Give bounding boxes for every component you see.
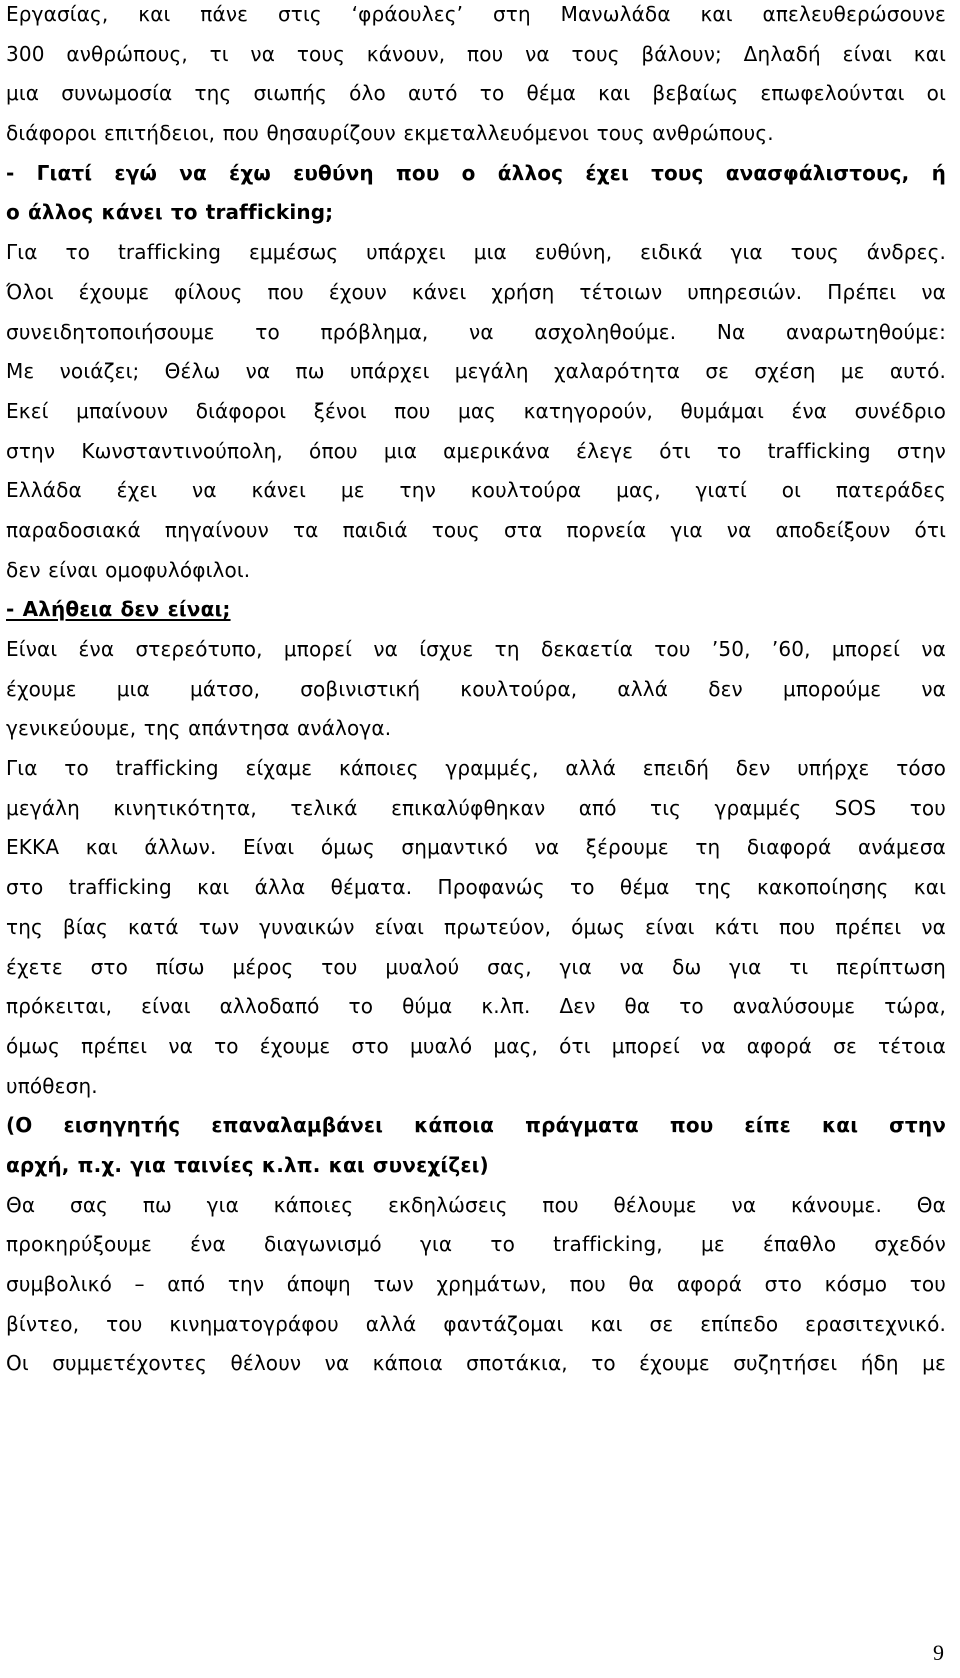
text-line: δεν είναι ομοφυλόφιλοι. [6, 557, 251, 582]
text-line: Για το trafficking είχαμε κάποιες γραμμές, αλλά επειδή δεν υπήρχε τόσο [6, 756, 946, 781]
text-line: συνειδητοποιήσουμε το πρόβλημα, να ασχοληθούμε. Να αναρωτηθούμε: [6, 319, 946, 344]
text-line: Με νοιάζει; Θέλω να πω υπάρχει μεγάλη χαλαρότητα σε σχέση με αυτό. [6, 359, 946, 384]
text-line: συμβολικό – από την άποψη των χρημάτων, που θα αφορά στο κόσμο του [6, 1272, 946, 1296]
text-line: μια συνωμοσία της σιωπής όλο αυτό το θέμα και βεβαίως επωφελούνται οι [6, 81, 946, 106]
text-line: στην Κωνσταντινούπολη, όπου μια αμερικάνα έλεγε ότι το trafficking στην [6, 438, 946, 463]
text-line: της βίας κατά των γυναικών είναι πρωτεύον, όμως είναι κάτι που πρέπει να [6, 914, 946, 939]
text-line: Για το trafficking εμμέσως υπάρχει μια ευθύνη, ειδικά για τους άνδρες. [6, 240, 946, 265]
stage-direction-line: αρχή, π.χ. για ταινίες κ.λπ. και συνεχίζει) [6, 1152, 489, 1177]
text-line: όμως πρέπει να το έχουμε στο μυαλό μας, ότι μπορεί να αφορά σε τέτοια [6, 1033, 946, 1058]
text-line: βίντεο, του κινηματογράφου αλλά φαντάζομαι και σε επίπεδο ερασιτεχνικό. [6, 1311, 946, 1336]
text-line: Εργασίας, και πάνε στις ‘φράουλες’ στη Μανωλάδα και απελευθερώσουνε [6, 2, 946, 26]
text-line: Οι συμμετέχοντες θέλουν να κάποια σποτάκια, το έχουμε συζητήσει ήδη με [6, 1351, 946, 1376]
question-line: - Γιατί εγώ να έχω ευθύνη που ο άλλος έχει τους ανασφάλιστους, ή [6, 160, 946, 185]
text-line: παραδοσιακά πηγαίνουν τα παιδιά τους στα πορνεία για να αποδείξουν ότι [6, 517, 946, 542]
text-line: Ελλάδα έχει να κάνει με την κουλτούρα μας, γιατί οι πατεράδες [6, 478, 946, 503]
text-line: 300 ανθρώπους, τι να τους κάνουν, που να τους βάλουν; Δηλαδή είναι και [6, 41, 946, 66]
question-line: ο άλλος κάνει το trafficking; [6, 200, 334, 225]
question-text: - Αλήθεια δεν είναι; [6, 597, 231, 622]
text-line: Εκεί μπαίνουν διάφοροι ξένοι που μας κατηγορούν, θυμάμαι ένα συνέδριο [6, 398, 946, 423]
text-line: Θα σας πω για κάποιες εκδηλώσεις που θέλουμε να κάνουμε. Θα [6, 1192, 946, 1217]
text-line: στο trafficking και άλλα θέματα. Προφανώς το θέμα της κακοποίησης και [6, 875, 946, 900]
text-line: πρόκειται, είναι αλλοδαπό το θύμα κ.λπ. Δεν θα το αναλύσουμε τώρα, [6, 994, 946, 1019]
page-number: 9 [933, 1640, 944, 1665]
text-line: μεγάλη κινητικότητα, τελικά επικαλύφθηκαν από τις γραμμές SOS του [6, 795, 946, 820]
body-text [6, 0, 946, 1389]
question-line [6, 595, 946, 635]
text-line: διάφοροι επιτήδειοι, που θησαυρίζουν εκμεταλλευόμενοι τους ανθρώπους. [6, 121, 774, 146]
text-line: Όλοι έχουμε φίλους που έχουν κάνει χρήση τέτοιων υπηρεσιών. Πρέπει να [6, 279, 946, 304]
text-line: έχουμε μια μάτσο, σοβινιστική κουλτούρα, αλλά δεν μπορούμε να [6, 676, 946, 701]
text-line: προκηρύξουμε ένα διαγωνισμό για το trafficking, με έπαθλο σχεδόν [6, 1232, 946, 1257]
text-line: έχετε στο πίσω μέρος του μυαλού σας, για να δω για τι περίπτωση [6, 954, 946, 979]
stage-direction-line: (Ο εισηγητής επαναλαμβάνει κάποια πράγματα που είπε και στην [6, 1113, 946, 1138]
text-line: Είναι ένα στερεότυπο, μπορεί να ίσχυε τη δεκαετία του ’50, ’60, μπορεί να [6, 637, 946, 661]
text-line: γενικεύουμε, της απάντησα ανάλογα. [6, 716, 392, 741]
text-line: υπόθεση. [6, 1073, 98, 1098]
text-line: ΕΚΚΑ και άλλων. Είναι όμως σημαντικό να ξέρουμε τη διαφορά ανάμεσα [6, 835, 946, 860]
